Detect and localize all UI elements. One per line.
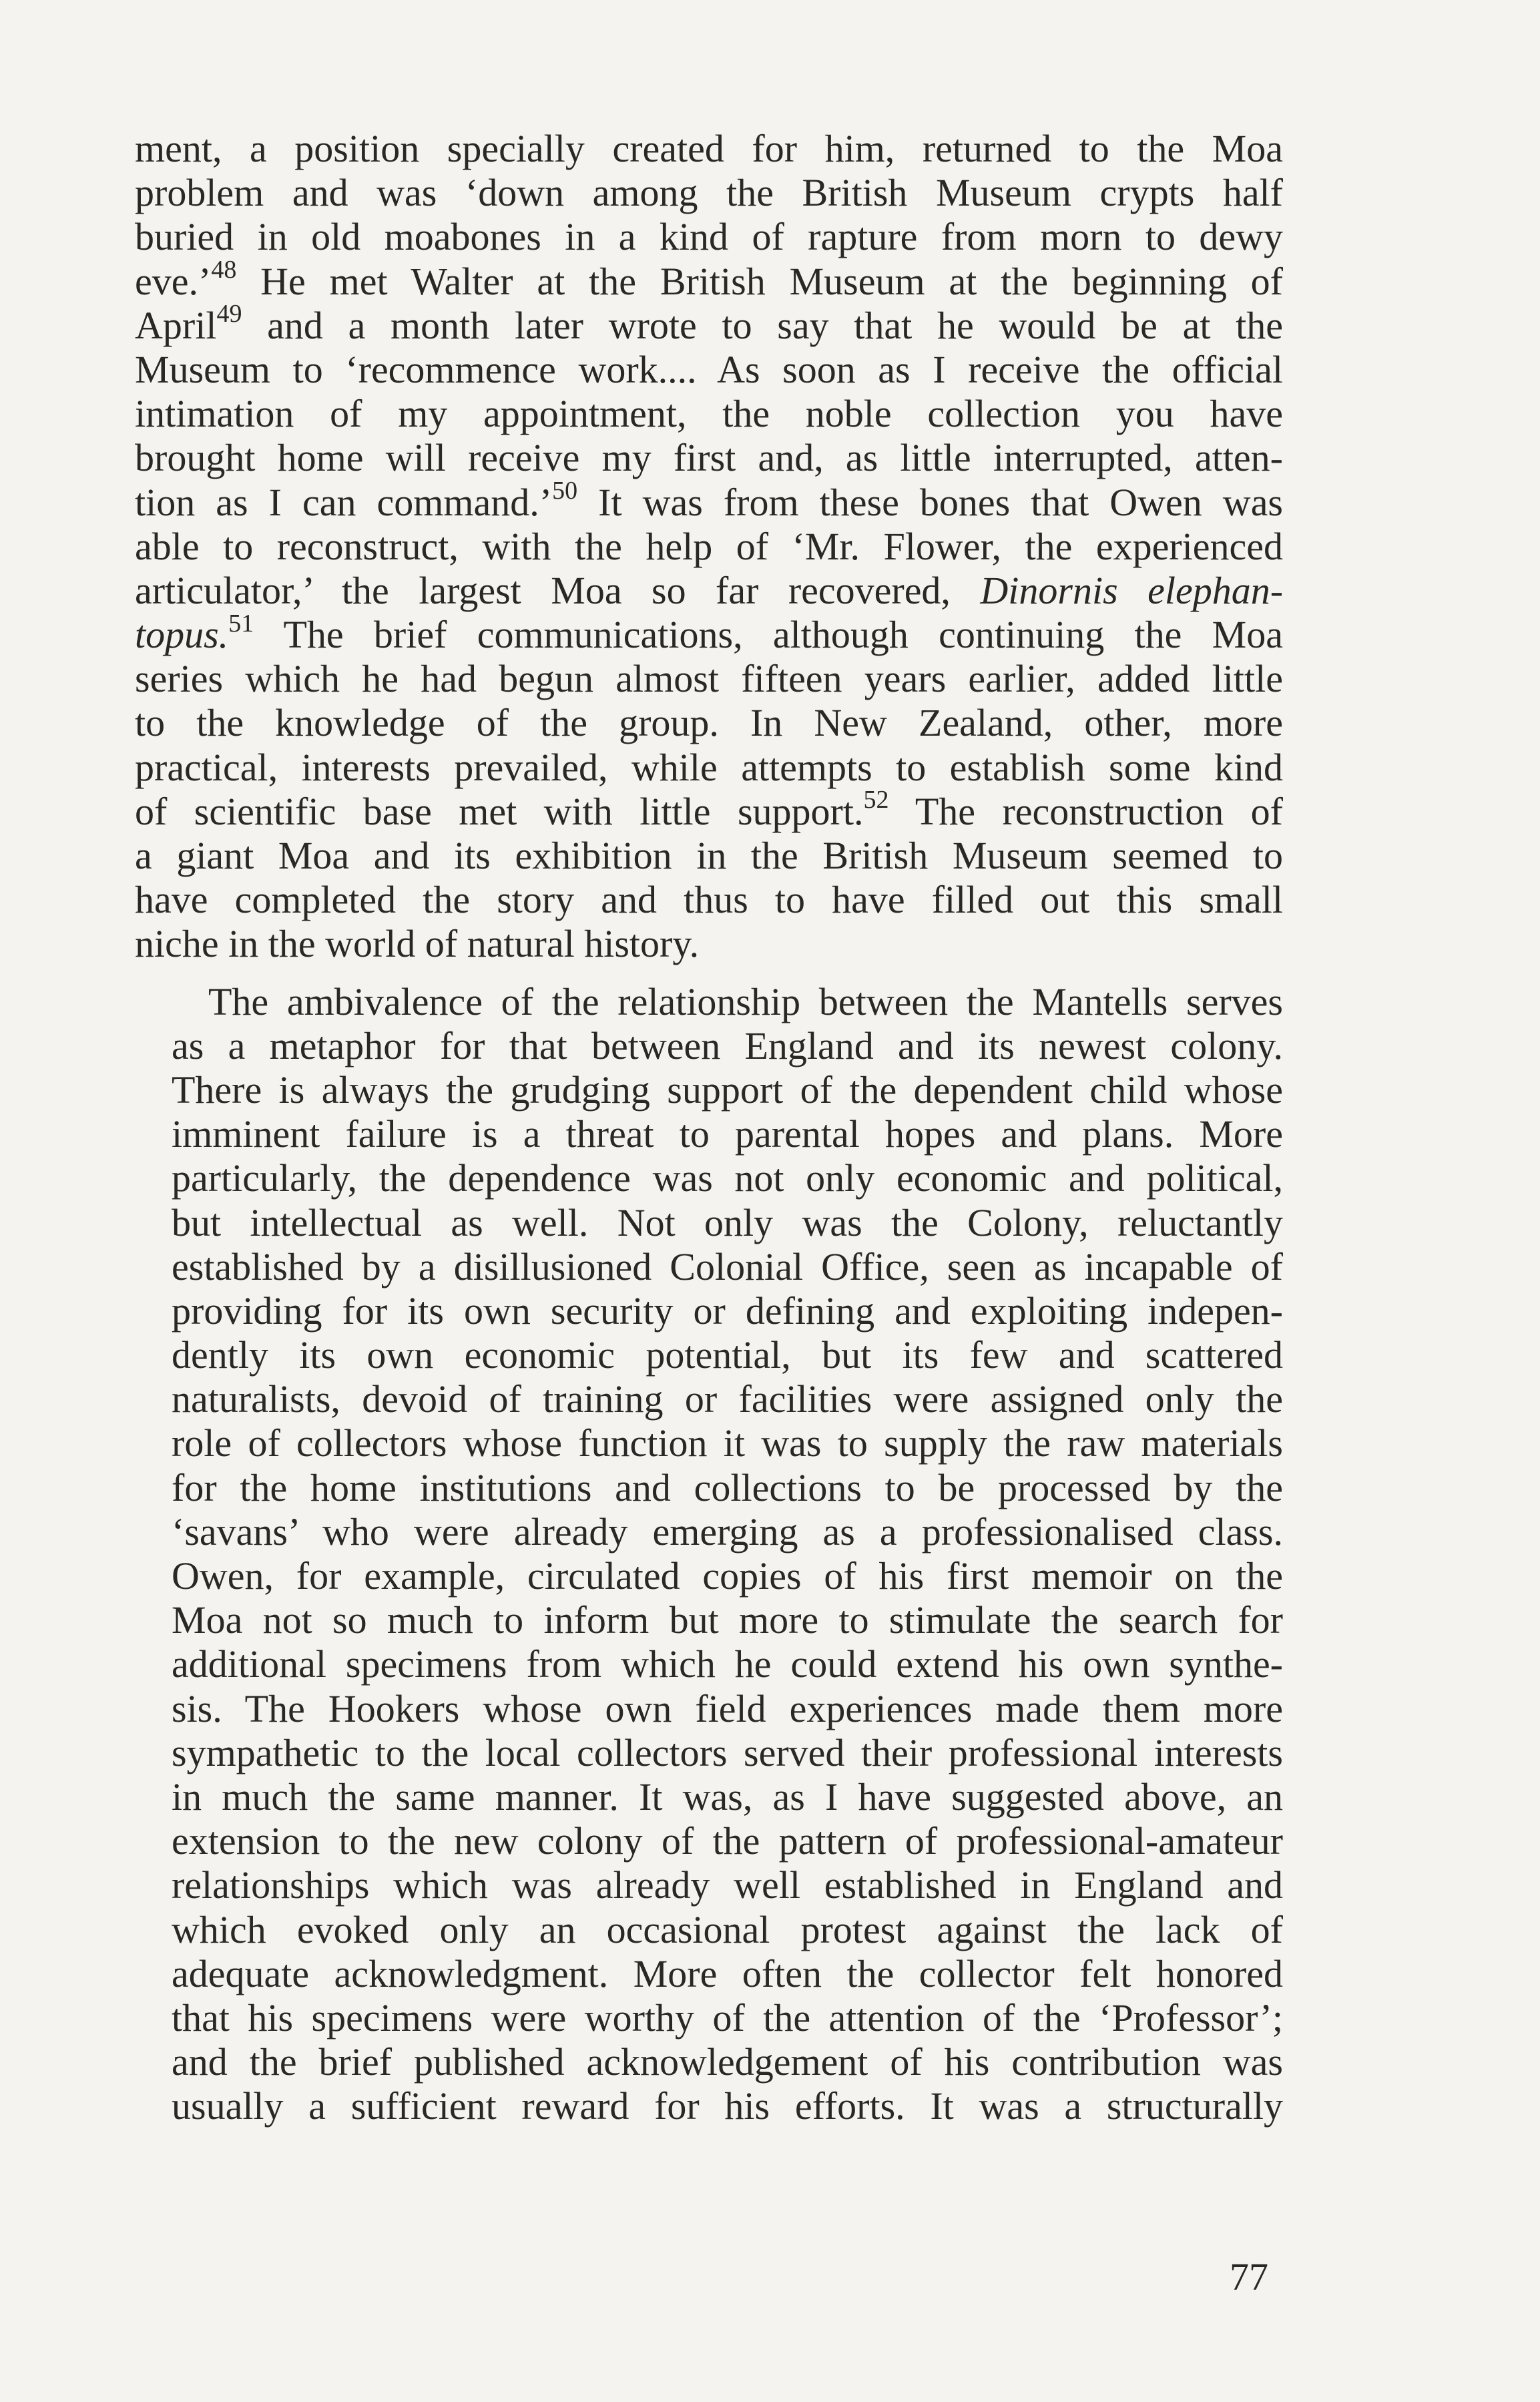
text-line: brought home will receive my first and, as little interrupted, atten-	[135, 436, 1283, 480]
text-line: additional specimens from which he could extend his own synthe-	[172, 1642, 1283, 1686]
text-line: tion as I can command.’$^{50}$ It was from these bones that Owen was	[135, 477, 1284, 524]
body-text	[135, 127, 1283, 2128]
text-line: but intellectual as well. Not only was the Colony, reluctantly	[172, 1200, 1283, 1244]
text-line: ment, a position specially created for him, returned to the Moa	[135, 127, 1283, 170]
text-line: April$^{49}$ and a month later wrote to say that he would be at the	[135, 300, 1283, 347]
text-line: imminent failure is a threat to parental hopes and plans. More	[172, 1112, 1283, 1156]
text-line: adequate acknowledgment. More often the collector felt honored	[172, 1951, 1283, 1995]
text-line: and the brief published acknowledgement of his contribution was	[172, 2040, 1283, 2084]
text-line: as a metaphor for that between England and its newest colony.	[172, 1023, 1283, 1067]
paragraph-moa-problem	[135, 127, 1283, 967]
italic-text: Dinornis elephan-	[980, 568, 1284, 612]
text-line: usually a sufficient reward for his efforts. It was a structurally	[172, 2084, 1283, 2128]
text-line: able to reconstruct, with the help of ‘Mr. Flower, the experienced	[135, 524, 1283, 568]
text-line: intimation of my appointment, the noble collection you have	[135, 392, 1283, 436]
text-line: which evoked only an occasional protest against the lack of	[172, 1907, 1283, 1951]
footnote-marker: 52	[863, 786, 889, 814]
text-line: topus.$^{51}$ The brief communications, although continuing the Moa	[135, 609, 1283, 657]
text-line: sis. The Hookers whose own field experiences made them more	[172, 1686, 1283, 1730]
text-line: extension to the new colony of the pattern of professional-amateur	[172, 1819, 1283, 1863]
text-line: naturalists, devoid of training or facilities were assigned only the	[172, 1377, 1283, 1421]
text-line: to the knowledge of the group. In New Zealand, other, more	[135, 701, 1283, 745]
text-line: of scientific base met with little support.$^{52}$ The reconstruction of	[135, 786, 1283, 833]
text-line: have completed the story and thus to have filled out this small	[135, 878, 1283, 922]
italic-text: topus.	[135, 613, 229, 657]
text-line: particularly, the dependence was not only economic and political,	[172, 1156, 1283, 1200]
text-line: relationships which was already well established in England and	[172, 1863, 1283, 1907]
footnote-marker: 48	[211, 256, 237, 284]
text-line: providing for its own security or defining and exploiting indepen-	[172, 1288, 1283, 1333]
text-line: dently its own economic potential, but its few and scattered	[172, 1333, 1283, 1377]
page-number: 77	[1230, 2255, 1268, 2299]
footnote-marker: 49	[216, 300, 242, 328]
footnote-marker: 50	[552, 477, 578, 505]
text-line: series which he had begun almost fifteen years earlier, added little	[135, 657, 1283, 701]
text-line: There is always the grudging support of the dependent child whose	[172, 1067, 1283, 1112]
text-line: role of collectors whose function it was to supply the raw materials	[172, 1421, 1283, 1465]
text-line: established by a disillusioned Colonial Office, seen as incapable of	[172, 1244, 1283, 1288]
text-line: niche in the world of natural history.	[135, 922, 700, 966]
text-line: The ambivalence of the relationship between the Mantells serves	[208, 979, 1283, 1023]
text-line: problem and was ‘down among the British Museum crypts half	[135, 171, 1283, 215]
text-line: Moa not so much to inform but more to stimulate the search for	[172, 1598, 1283, 1642]
text-line: sympathetic to the local collectors served their professional interests	[172, 1730, 1283, 1774]
text-line: that his specimens were worthy of the attention of the ‘Professor’;	[172, 1995, 1283, 2039]
text-line: articulator,’ the largest Moa so far recovered, Dinornis elephan-	[135, 568, 1284, 612]
text-line: Owen, for example, circulated copies of his first memoir on the	[172, 1554, 1283, 1598]
text-line: a giant Moa and its exhibition in the British Museum seemed to	[135, 834, 1283, 877]
footnote-marker: 51	[228, 609, 254, 638]
paragraph-mantells-ambivalence	[135, 980, 1283, 2129]
text-line: buried in old moabones in a kind of rapture from morn to dewy	[135, 215, 1283, 259]
text-line: in much the same manner. It was, as I have suggested above, an	[172, 1774, 1283, 1819]
text-line: ‘savans’ who were already emerging as a professionalised class.	[172, 1509, 1283, 1553]
text-line: practical, interests prevailed, while attempts to establish some kind	[135, 745, 1283, 789]
text-line: for the home institutions and collections to be processed by the	[172, 1465, 1283, 1509]
text-line: Museum to ‘recommence work.... As soon as I receive the official	[135, 347, 1283, 391]
text-line: eve.’$^{48}$ He met Walter at the British Museum at the beginning of	[135, 256, 1283, 303]
